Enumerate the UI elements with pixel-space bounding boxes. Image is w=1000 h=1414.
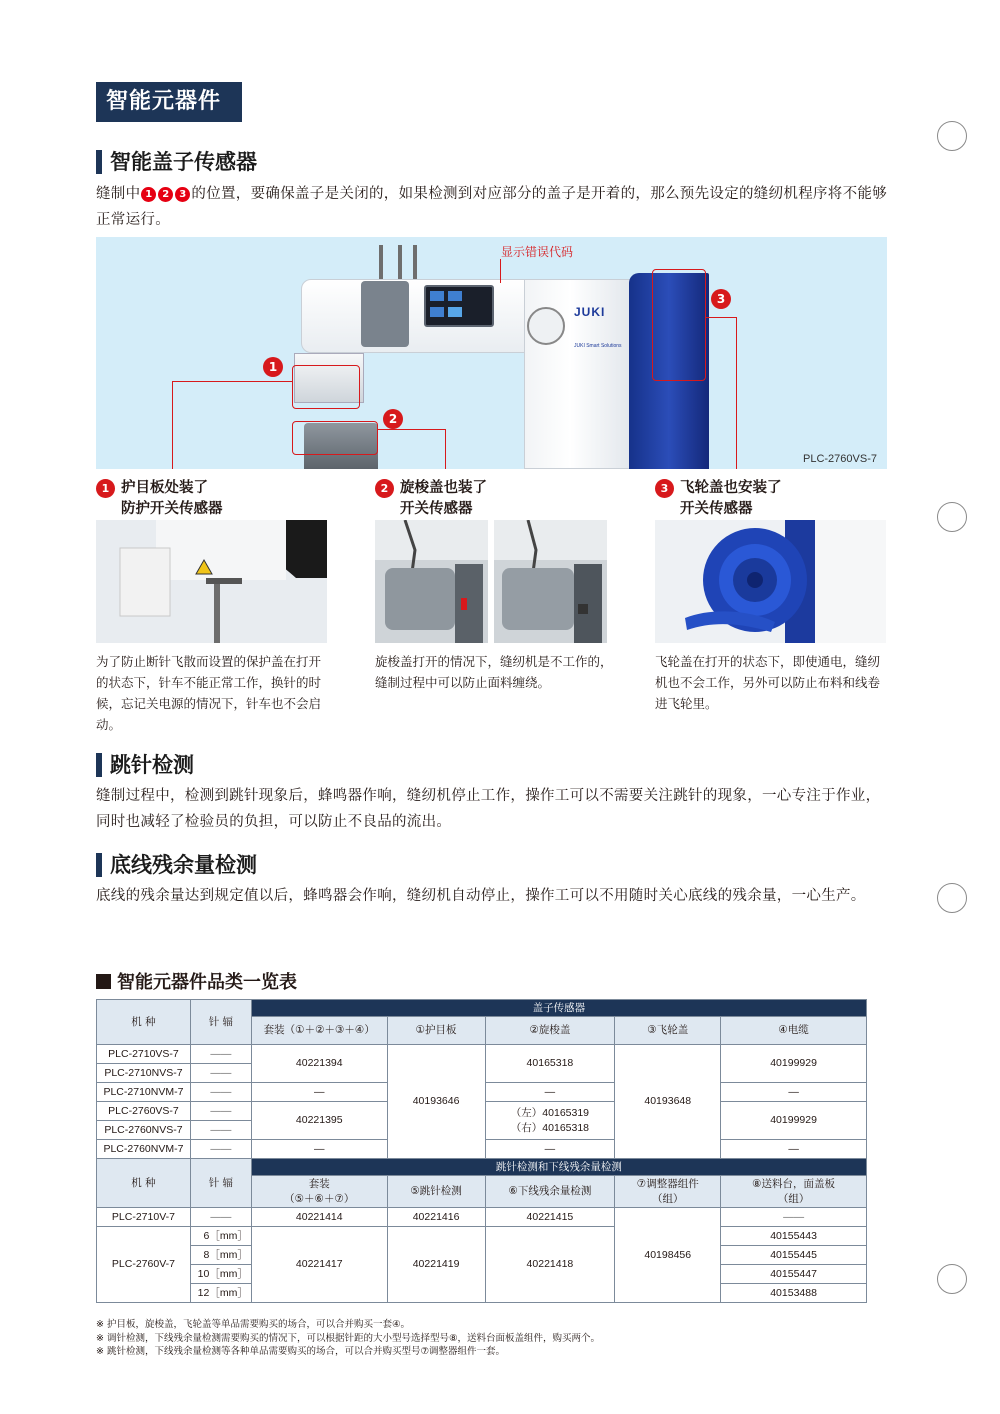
feature-line1: 护目板处装了 [121,480,208,496]
header-set: 套装（①＋②＋③＋④） [251,1017,387,1045]
header-text: （⑤＋⑥＋⑦） [284,1192,355,1205]
hook-cover-photo-closed [375,520,488,643]
feed-cell: 40153488 [721,1284,867,1303]
number-marker: 1 [141,187,156,202]
bobbin-cell: 40221415 [485,1208,615,1227]
header-text: （组） [777,1192,810,1205]
feed-cell: 40155447 [721,1265,867,1284]
model-cell: PLC-2710V-7 [97,1208,191,1227]
tension-panel [361,281,409,347]
adjuster-cell: 40198456 [615,1208,721,1303]
set-cell: 40221414 [251,1208,387,1227]
hook-cover-photo-open [494,520,607,643]
hook-cover-cell: — [485,1140,615,1159]
feature-number: 1 [96,479,115,498]
marker-1: 1 [263,357,283,377]
header-model: 机 种 [97,1159,191,1208]
header-text: （组） [651,1192,684,1205]
callout-line [500,259,501,283]
model-cell: PLC-2760NVS-7 [97,1121,191,1140]
header-adjuster [615,1176,721,1208]
feature-2-description: 旋梭盖打开的情况下，缝纫机是不工作的，缝制过程中可以防止面料缠绕。 [375,654,613,690]
table-row [97,1045,867,1064]
square-bullet-icon [96,974,111,989]
gauge-cell: 12［mm］ [190,1284,251,1303]
gauge-cell: —— [190,1064,251,1083]
callout-line [736,317,737,469]
header-wheel-cover: ③飞轮盖 [615,1017,721,1045]
wheel-cover-cell: 40193648 [615,1045,721,1159]
marker-2: 2 [383,409,403,429]
gauge-cell: —— [190,1121,251,1140]
header-bobbin-detect: ⑥下线残余量检测 [485,1176,615,1208]
callout-line [706,317,736,318]
table-title-text: 智能元器件品类一览表 [117,972,297,993]
header-skip-detect: ⑤跳针检测 [387,1176,485,1208]
gauge-cell: —— [190,1045,251,1064]
callout-line [445,429,446,469]
header-text: ⑧送料台，面盖板 [752,1177,836,1190]
table-row [97,1208,867,1227]
thread-stand [398,245,402,281]
feature-line2: 开关传感器 [400,501,473,517]
binder-hole [937,1264,967,1294]
section-title-skip-stitch: 跳针检测 [96,752,194,778]
feature-line2: 防护开关传感器 [121,501,223,517]
note-line: ※ 调针检测，下线残余量检测需要购买的情况下，可以根据针距的大小型号选择型号⑧，送料台面板盖组件，购买两个。 [96,1332,600,1344]
gauge-cell: —— [190,1102,251,1121]
paragraph-text: 的位置，要确保盖子是关闭的，如果检测到对应部分的盖子是开着的，那么预先设定的缝纫机程序将不能够正常运行。 [96,186,888,228]
hook-right: （右）40165318 [510,1121,590,1134]
hook-cover-cell [485,1102,615,1140]
cable-cell: — [721,1140,867,1159]
feed-cell: 40155443 [721,1227,867,1246]
header-cable: ④电缆 [721,1017,867,1045]
juki-sub-logo: JUKI Smart Solutions [574,343,622,349]
paragraph-text: 缝制中 [96,186,141,202]
gauge-cell: —— [190,1140,251,1159]
feature-number: 2 [375,479,394,498]
set-cell: — [251,1140,387,1159]
error-code-label: 显示错误代码 [501,245,574,259]
set-cell: — [251,1083,387,1102]
parts-table [96,999,867,1303]
model-cell: PLC-2710NVM-7 [97,1083,191,1102]
highlight-box-wheel [652,269,706,381]
operation-panel [424,285,494,327]
header-text: ⑦调整器组件 [636,1177,699,1190]
model-cell: PLC-2760V-7 [97,1227,191,1303]
number-marker: 2 [158,187,173,202]
section-title-bobbin: 底线残余量检测 [96,852,257,878]
header-set-2 [251,1176,387,1208]
model-cell: PLC-2710NVS-7 [97,1064,191,1083]
main-title: 智能元器件 [96,82,242,122]
hook-left: （左）40165319 [510,1106,590,1119]
cable-cell: — [721,1083,867,1102]
highlight-box-eye-guard [292,365,360,409]
skip-stitch-paragraph: 缝制过程中，检测到跳针现象后，蜂鸣器作响，缝纫机停止工作，操作工可以不需要关注跳针的现象，一心专注于作业，同时也减轻了检验员的负担，可以防止不良品的流出。 [96,788,881,830]
skip-cell: 40221419 [387,1227,485,1303]
callout-line [172,381,173,469]
header-feed-plate [721,1176,867,1208]
feature-line2: 开关传感器 [680,501,753,517]
juki-logo: JUKI [574,305,606,319]
gauge-cell: 8［mm］ [190,1246,251,1265]
marker-3: 3 [711,289,731,309]
bobbin-paragraph: 底线的残余量达到规定值以后，蜂鸣器会作响，缝纫机自动停止，操作工可以不用随时关心底线的残余量，一心生产。 [96,888,866,904]
model-cell: PLC-2760NVM-7 [97,1140,191,1159]
feature-3-heading [655,478,782,520]
number-marker: 3 [175,187,190,202]
binder-hole [937,502,967,532]
header-text: 套装 [308,1177,330,1190]
binder-hole [937,121,967,151]
header-gauge: 针 辐 [190,1000,251,1045]
feature-2-heading [375,478,487,520]
feature-number: 3 [655,479,674,498]
cover-sensor-paragraph [96,181,891,233]
feature-1-description: 为了防止断针飞散而设置的保护盖在打开的状态下，针车不能正常工作，换针的时候，忘记关电源的情况下，针车也不会启动。 [96,654,322,732]
set-cell: 40221417 [251,1227,387,1303]
sewing-machine-image [96,237,887,469]
feed-cell: —— [721,1208,867,1227]
cable-cell: 40199929 [721,1045,867,1083]
feature-line1: 飞轮盖也安装了 [680,480,782,496]
hook-cover-cell: — [485,1083,615,1102]
set-cell: 40221394 [251,1045,387,1083]
table-notes [96,1318,600,1359]
header-gauge: 针 辐 [190,1159,251,1208]
gauge-cell: —— [190,1083,251,1102]
bobbin-winder [527,307,565,345]
eye-guard-cell: 40193646 [387,1045,485,1159]
header-cover-sensor: 盖子传感器 [251,1000,866,1017]
skip-cell: 40221416 [387,1208,485,1227]
gauge-cell: 6［mm］ [190,1227,251,1246]
note-line: ※ 跳针检测，下线残余量检测等各种单品需要购买的场合，可以合并购买型号⑦调整器组件一套。 [96,1346,505,1357]
feature-1-heading [96,478,223,520]
bobbin-cell: 40221418 [485,1227,615,1303]
callout-line [378,429,446,430]
callout-line [172,381,292,382]
model-cell: PLC-2710VS-7 [97,1045,191,1064]
feature-line1: 旋梭盖也装了 [400,480,487,496]
feed-cell: 40155445 [721,1246,867,1265]
header-model: 机 种 [97,1000,191,1045]
header-eye-guard: ①护目板 [387,1017,485,1045]
table-row [97,1227,867,1246]
gauge-cell: —— [190,1208,251,1227]
binder-hole [937,883,967,913]
eye-guard-photo [96,520,327,643]
hook-cover-cell: 40165318 [485,1045,615,1083]
header-hook-cover: ②旋梭盖 [485,1017,615,1045]
model-label: PLC-2760VS-7 [803,453,877,465]
model-cell: PLC-2760VS-7 [97,1102,191,1121]
thread-stand [379,245,383,281]
section-title-cover-sensor: 智能盖子传感器 [96,149,257,175]
thread-stand [413,245,417,281]
set-cell: 40221395 [251,1102,387,1140]
highlight-box-hook [292,421,378,455]
header-skip-bobbin: 跳针检测和下线残余量检测 [251,1159,866,1176]
feature-3-description: 飞轮盖在打开的状态下，即使通电，缝纫机也不会工作，另外可以防止布料和线卷进飞轮里。 [655,654,881,711]
handwheel-cover-photo [655,520,886,643]
gauge-cell: 10［mm］ [190,1265,251,1284]
cable-cell: 40199929 [721,1102,867,1140]
note-line: ※ 护目板，旋梭盖，飞轮盖等单品需要购买的场合，可以合并购买一套④。 [96,1319,410,1330]
table-title [96,968,297,994]
